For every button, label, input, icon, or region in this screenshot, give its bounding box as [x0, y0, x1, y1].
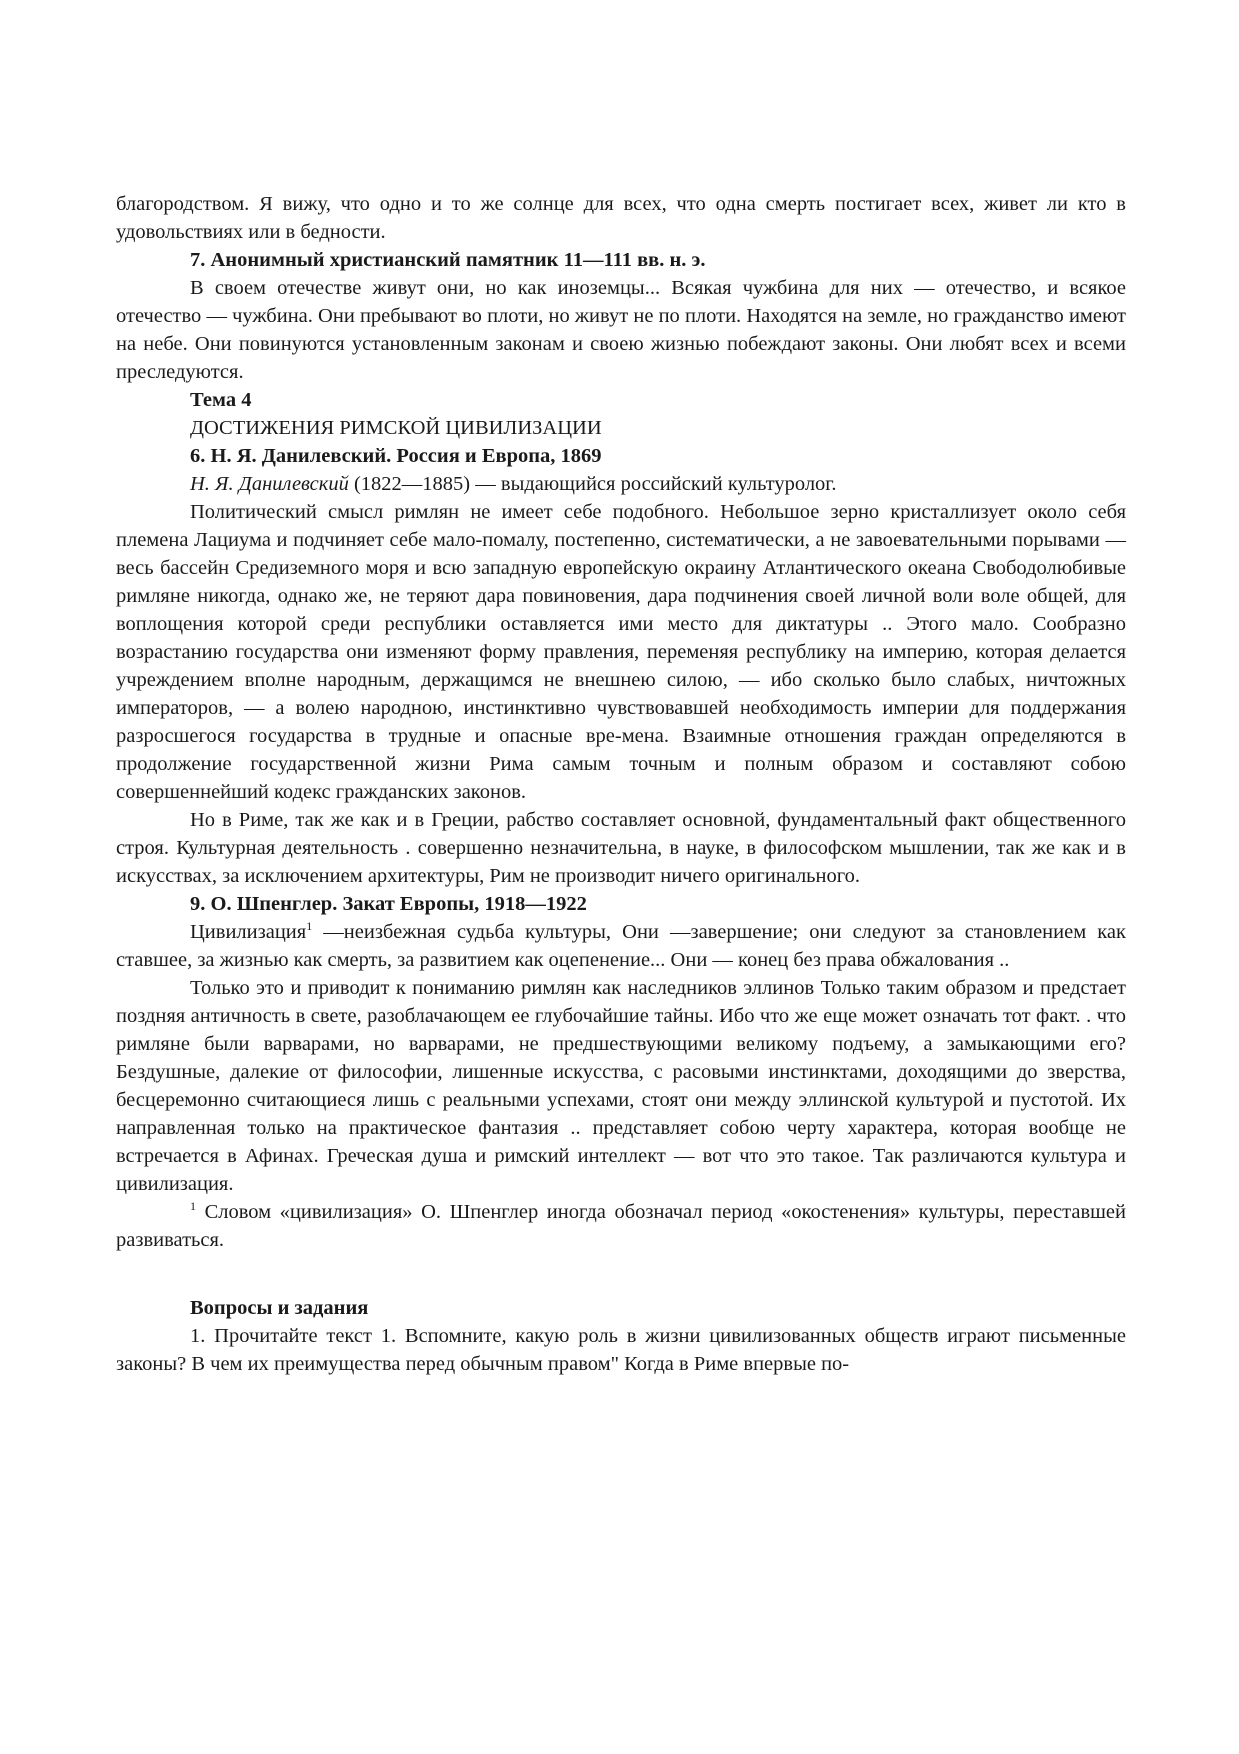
section-heading-9: 9. О. Шпенглер. Закат Европы, 1918—1922 [190, 893, 587, 915]
footnote [116, 1198, 1126, 1254]
author-line [116, 470, 1126, 498]
term-civilization: Цивилизация [190, 921, 307, 943]
paragraph-9b: Только это и приводит к пониманию римлян как наследников эллинов Только таким образом и предстает поздняя античность в свете, разоблачающем ее глубочайшие тайны. Ибо что же еще может означать тот факт. . что римляне были варварами, но варварами, не предшествующими великому подъему, а замыкающими его? Бездушные, далекие от философии, лишенные искусства, с расовыми инстинктами, доходящими до зверства, бесцеремонно считающиеся лишь с реальными успехами, стоят они между эллинской культурой и пустотой. Их направленная только на практическое фантазия .. представляет собою черту характера, которая вообще не встречается в Афинах. Греческая душа и римский интеллект — вот что это такое. Так различаются культура и цивилизация. [116, 977, 1126, 1195]
paragraph-9a [116, 918, 1126, 974]
paragraph-6b: Но в Риме, так же как и в Греции, рабство составляет основной, фундаментальный факт общественного строя. Культурная деятельность . совершенно незначительна, в науке, в философском мышлении, так же как и в искусствах, за исключением архитектуры, Рим не производит ничего оригинального. [116, 809, 1126, 887]
author-name: Н. Я. Данилевский [190, 473, 349, 495]
footnote-reference: 1 [306, 919, 313, 934]
document-page [116, 190, 1126, 1378]
section-heading-6: 6. Н. Я. Данилевский. Россия и Европа, 1869 [190, 445, 602, 467]
paragraph-9a-text: —неизбежная судьба культуры, Они —завершение; они следуют за становлением как ставшее, за жизнью как смерть, за развитием как оцепенение... Они — конец без права обжалования .. [116, 921, 1126, 971]
question-1: 1. Прочитайте текст 1. Вспомните, какую роль в жизни цивилизованных обществ играют письменные законы? В чем их преимущества перед обычным правом" Когда в Риме впервые по- [116, 1325, 1126, 1375]
paragraph-continuation: благородством. Я вижу, что одно и то же солнце для всех, что одна смерть постигает всех, живет ли кто в удовольствиях или в бедности. [116, 193, 1126, 243]
author-note: (1822—1885) — выдающийся российский культуролог. [348, 473, 837, 495]
topic-label: Тема 4 [190, 389, 252, 411]
spacer [116, 1254, 1126, 1294]
questions-heading: Вопросы и задания [190, 1297, 369, 1319]
topic-title: ДОСТИЖЕНИЯ РИМСКОЙ ЦИВИЛИЗАЦИИ [190, 417, 602, 439]
footnote-text: Словом «цивилизация» О. Шпенглер иногда обозначал период «окостенения» культуры, переставшей развиваться. [116, 1201, 1126, 1251]
footnote-marker: 1 [190, 1199, 196, 1214]
section-heading-7: 7. Анонимный христианский памятник 11—111 вв. н. э. [190, 249, 706, 271]
paragraph-7: В своем отечестве живут они, но как иноземцы... Всякая чужбина для них — отечество, и всякое отечество — чужбина. Они пребывают во плоти, но живут не по плоти. Находятся на земле, но гражданство имеют на небе. Они повинуются установленным законам и своею жизнью побеждают законы. Они любят всех и всеми преследуются. [116, 277, 1126, 383]
paragraph-6a: Политический смысл римлян не имеет себе подобного. Небольшое зерно кристаллизует около себя племена Лациума и подчиняет себе мало-помалу, постепенно, систематически, а не завоевательными порывами — весь бассейн Средиземного моря и всю западную европейскую окраину Атлантического океана Свободолюбивые римляне никогда, однако же, не теряют дара повиновения, дара подчинения своей личной воли воле общей, для воплощения которой среди республики оставляется ими место для диктатуры .. Этого мало. Сообразно возрастанию государства они изменяют форму правления, переменяя республику на империю, которая делается учреждением вполне народным, держащимся не внешнею силою, — ибо сколько было слабых, ничтожных императоров, — а волею народною, инстинктивно чувствовавшей необходимость империи для поддержания разросшегося государства в трудные и опасные вре-мена. Взаимные отношения граждан определяются в продолжение государственной жизни Рима самым точным и полным образом и составляют собою совершеннейший кодекс гражданских законов. [116, 501, 1126, 803]
